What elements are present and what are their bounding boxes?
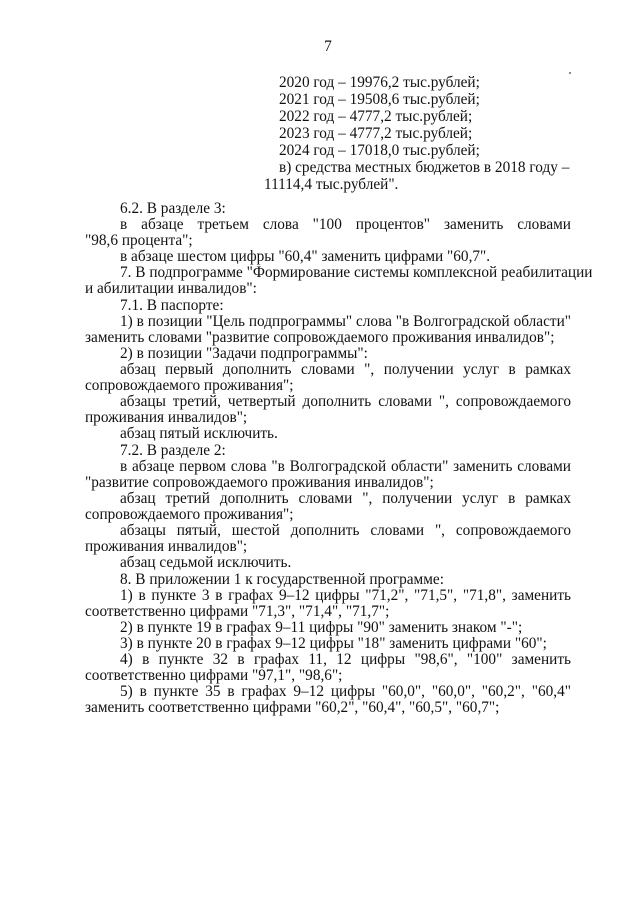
text-line: "98,6 процента"; [85,232,193,249]
text-line: 1) в позиции "Цель подпрограммы" слова "в Волгоградской области" [120,313,571,330]
page-number: 7 [324,38,332,55]
text-line: 6.2. В разделе 3: [120,200,226,217]
text-line: 2024 год – 17018,0 тыс.рублей; [279,142,480,159]
text-line: соответственно цифрами "71,3", "71,4", "71,7"; [85,603,390,620]
text-line: 2) в позиции "Задачи подпрограммы": [120,345,368,362]
text-line: проживания инвалидов"; [85,538,248,555]
text-line: 3) в пункте 20 в графах 9–12 цифры "18" заменить цифрами "60"; [120,635,547,652]
text-line: абзац седьмой исключить. [120,554,292,571]
text-line: сопровождаемого проживания"; [85,377,294,394]
text-line: проживания инвалидов"; [85,409,248,426]
text-line: в абзаце третьем слова "100 процентов" заменить словами [120,216,571,233]
text-line: соответственно цифрами "97,1", "98,6"; [85,667,343,684]
text-line: 7. В подпрограмме "Формирование системы комплексной реабилитации [120,264,593,281]
text-line: 2) в пункте 19 в графах 9–11 цифры "90" заменить знаком "-"; [120,619,523,636]
text-line: в абзаце первом слова "в Волгоградской области" заменить словами [120,458,571,475]
text-line: 4) в пункте 32 в графах 11, 12 цифры "98,6", "100" заменить [120,651,571,668]
text-line: 2023 год – 4777,2 тыс.рублей; [279,125,473,142]
text-line: абзацы пятый, шестой дополнить словами ", сопровождаемого [120,522,571,539]
text-line: 2020 год – 19976,2 тыс.рублей; [279,74,480,91]
text-line: сопровождаемого проживания"; [85,506,294,523]
text-line: и абилитации инвалидов": [85,280,257,297]
text-line: 2021 год – 19508,6 тыс.рублей; [279,91,480,108]
text-line: в абзаце шестом цифры "60,4" заменить цифрами "60,7". [120,248,491,265]
text-line: абзац третий дополнить словами ", получении услуг в рамках [120,490,571,507]
text-line: абзацы третий, четвертый дополнить словами ", сопровождаемого [120,393,571,410]
text-line: 11114,4 тыс.рублей". [264,176,399,193]
text-line: абзац первый дополнить словами ", получении услуг в рамках [120,361,571,378]
scan-speck [569,72,571,74]
text-line: 2022 год – 4777,2 тыс.рублей; [279,108,473,125]
text-line: абзац пятый исключить. [120,425,278,442]
text-line: заменить словами "развитие сопровождаемого проживания инвалидов"; [85,329,555,346]
text-line: заменить соответственно цифрами "60,2", "60,4", "60,5", "60,7"; [85,699,500,716]
text-line: "развитие сопровождаемого проживания инвалидов"; [85,474,434,491]
text-line: 8. В приложении 1 к государственной программе: [120,571,444,588]
text-line: 1) в пункте 3 в графах 9–12 цифры "71,2", "71,5", "71,8", заменить [120,587,571,604]
text-line: 5) в пункте 35 в графах 9–12 цифры "60,0", "60,0", "60,2", "60,4" [120,683,571,700]
text-line: 7.2. В разделе 2: [120,442,226,459]
text-line: в) средства местных бюджетов в 2018 году – [279,159,570,176]
text-line: 7.1. В паспорте: [120,297,224,314]
